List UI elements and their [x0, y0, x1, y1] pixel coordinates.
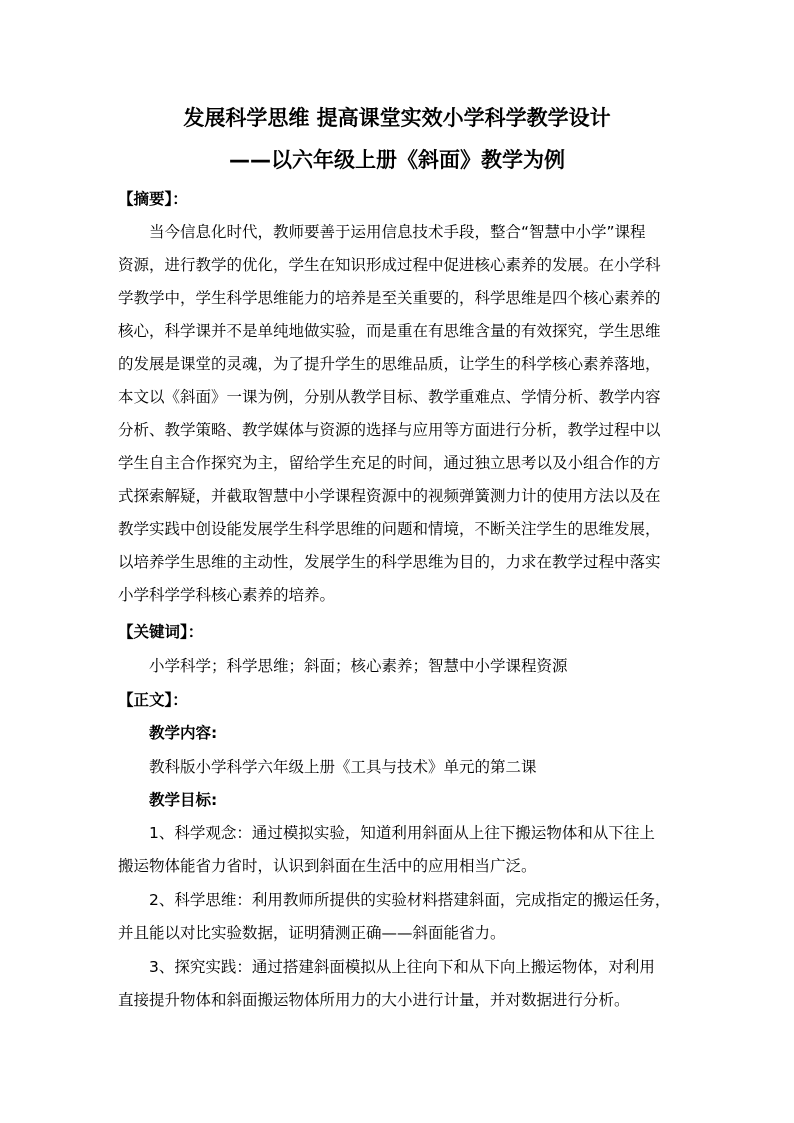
keywords-text: 小学科学；科学思维；斜面；核心素养；智慧中小学课程资源 — [149, 657, 568, 675]
document-subtitle: ——以六年级上册《斜面》教学为例 — [229, 148, 565, 172]
abstract-line: 当今信息化时代，教师要善于运用信息技术手段，整合“智慧中小学”课程 — [149, 223, 646, 241]
abstract-line: 以培养学生思维的主动性，发展学生的科学思维为目的，力求在教学过程中落实 — [118, 553, 661, 571]
abstract-line: 学教学中，学生科学思维能力的培养是至关重要的，科学思维是四个核心素养的 — [118, 289, 661, 307]
abstract-line: 资源，进行教学的优化，学生在知识形成过程中促进核心素养的发展。在小学科 — [118, 256, 661, 274]
goal-3-line: 直接提升物体和斜面搬运物体所用力的大小进行计量，并对数据进行分析。 — [118, 991, 630, 1009]
abstract-line: 学生自主合作探究为主，留给学生充足的时间，通过独立思考以及小组合作的方 — [118, 454, 661, 472]
abstract-line: 分析、教学策略、教学媒体与资源的选择与应用等方面进行分析，教学过程中以 — [118, 421, 661, 439]
abstract-line: 式探索解疑，并截取智慧中小学课程资源中的视频弹簧测力计的使用方法以及在 — [118, 487, 661, 505]
abstract-line: 的发展是课堂的灵魂，为了提升学生的思维品质，让学生的科学核心素养落地， — [118, 355, 661, 373]
abstract-heading: 【摘要】： — [118, 190, 188, 208]
document-title: 发展科学思维 提高课堂实效小学科学教学设计 — [183, 106, 611, 130]
goal-1-line: 搬运物体能省力省时，认识到斜面在生活中的应用相当广泛。 — [118, 857, 537, 875]
abstract-line: 教学实践中创设能发展学生科学思维的问题和情境，不断关注学生的思维发展， — [118, 520, 661, 538]
body-heading: 【正文】： — [118, 691, 188, 709]
content-text: 教科版小学科学六年级上册《工具与技术》单元的第二课 — [149, 758, 537, 776]
content-heading: 教学内容: — [149, 724, 218, 742]
goal-2-line: 并且能以对比实验数据，证明猜测正确——斜面能省力。 — [118, 924, 506, 942]
goal-1-line: 1、科学观念：通过模拟实验，知道利用斜面从上往下搬运物体和从下往上 — [149, 824, 655, 842]
keywords-heading: 【关键词】： — [118, 623, 204, 641]
goal-3-line: 3、探究实践：通过搭建斜面模拟从上往向下和从下向上搬运物体，对利用 — [149, 958, 655, 976]
goal-2-line: 2、科学思维：利用教师所提供的实验材料搭建斜面，完成指定的搬运任务， — [149, 891, 671, 909]
abstract-line: 核心，科学课并不是单纯地做实验，而是重在有思维含量的有效探究，学生思维 — [118, 322, 661, 340]
goals-heading: 教学目标: — [149, 791, 218, 809]
abstract-line: 小学科学学科核心素养的培养。 — [118, 586, 336, 604]
abstract-line: 本文以《斜面》一课为例，分别从教学目标、教学重难点、学情分析、教学内容 — [118, 388, 661, 406]
